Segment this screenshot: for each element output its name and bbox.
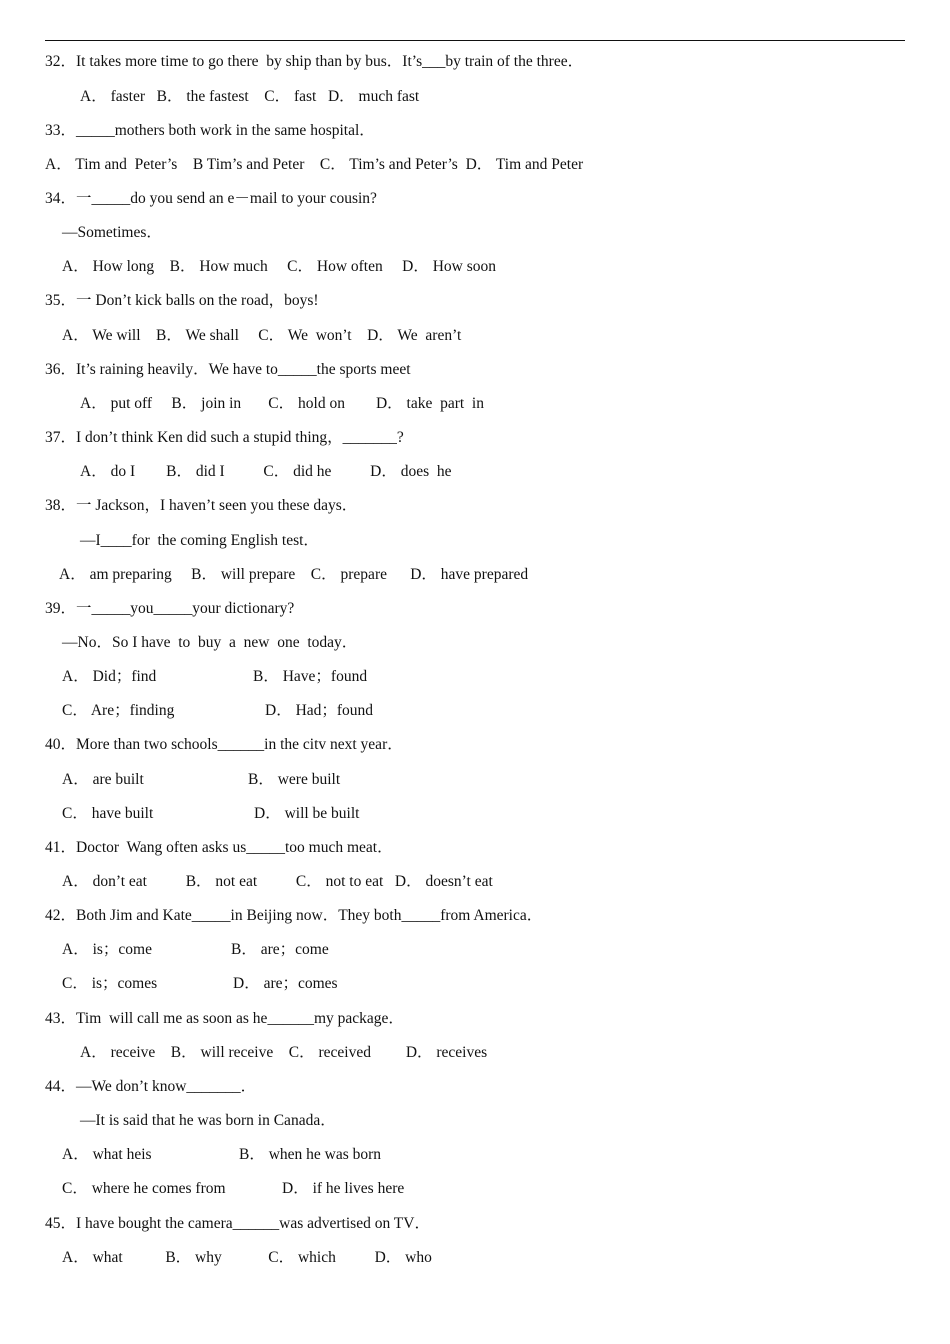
question-37-stem: 37．I don’t think Ken did such a stupid thing，_______? bbox=[45, 429, 404, 446]
question-36-stem: 36．It’s raining heavily．We have to_____the sports meet bbox=[45, 361, 411, 378]
question-36-options: A． put off B． join in C． hold on D． take part in bbox=[80, 395, 484, 412]
question-42-option-c: C． is；comes bbox=[62, 975, 158, 992]
question-34-stem: 34．一_____do you send an e－mail to your cousin? bbox=[45, 190, 377, 207]
question-40-option-d: D． will be built bbox=[254, 805, 360, 822]
question-39-option-b: B． Have；found bbox=[253, 668, 368, 685]
question-42-stem: 42．Both Jim and Kate_____in Beijing now．They both_____from America． bbox=[45, 907, 543, 924]
question-41-options: A． don’t eat B． not eat C． not to eat D． doesn’t eat bbox=[62, 873, 493, 890]
question-40-stem: 40．More than two schools______in the citv next year． bbox=[45, 736, 403, 753]
question-34-reply: —Sometimes． bbox=[62, 224, 162, 241]
question-32-stem: 32．It takes more time to go there by ship than by bus．It’s___by train of the three． bbox=[45, 53, 584, 70]
question-42-option-b: B． are；come bbox=[231, 941, 329, 958]
question-44-option-d: D． if he lives here bbox=[282, 1180, 405, 1197]
question-35-stem: 35．一 Don’t kick balls on the road，boys! bbox=[45, 292, 319, 309]
question-41-stem: 41．Doctor Wang often asks us_____too much meat． bbox=[45, 839, 393, 856]
header-rule bbox=[45, 40, 905, 41]
question-44-option-c: C． where he comes from bbox=[62, 1180, 226, 1197]
question-45-options: A． what B． why C． which D． who bbox=[62, 1249, 432, 1266]
question-42-option-a: A． is；come bbox=[62, 941, 152, 958]
question-40-option-a: A． are built bbox=[62, 771, 144, 788]
question-39-option-d: D． Had；found bbox=[265, 702, 374, 719]
question-33-options: A． Tim and Peter’s B Tim’s and Peter C． Tim’s and Peter’s D． Tim and Peter bbox=[45, 156, 584, 173]
question-38-stem: 38．一 Jackson，I haven’t seen you these days． bbox=[45, 497, 358, 514]
question-45-stem: 45．I have bought the camera______was advertised on TV． bbox=[45, 1215, 430, 1232]
question-44-reply: —It is said that he was born in Canada． bbox=[80, 1112, 336, 1129]
question-35-options: A． We will B． We shall C． We won’t D． We aren’t bbox=[62, 327, 462, 344]
question-38-reply: —I____for the coming English test． bbox=[80, 532, 319, 549]
question-40-option-c: C． have built bbox=[62, 805, 154, 822]
question-38-options: A． am preparing B． will prepare C． prepare D． have prepared bbox=[59, 566, 529, 583]
question-32-options: A． faster B． the fastest C． fast D． much fast bbox=[80, 88, 420, 105]
question-43-stem: 43．Tim will call me as soon as he______my package． bbox=[45, 1010, 404, 1027]
question-33-stem: 33．_____mothers both work in the same hospital． bbox=[45, 122, 375, 139]
question-43-options: A． receive B． will receive C． received D． receives bbox=[80, 1044, 488, 1061]
question-34-options: A． How long B． How much C． How often D． How soon bbox=[62, 258, 496, 275]
question-39-reply: —No．So I have to buy a new one today． bbox=[62, 634, 358, 651]
question-42-option-d: D． are；comes bbox=[233, 975, 338, 992]
question-44-option-a: A． what heis bbox=[62, 1146, 152, 1163]
question-37-options: A． do I B． did I C． did he D． does he bbox=[80, 463, 452, 480]
question-40-option-b: B． were built bbox=[248, 771, 341, 788]
question-39-stem: 39．一_____you_____your dictionary? bbox=[45, 600, 295, 617]
question-39-option-c: C． Are；finding bbox=[62, 702, 175, 719]
question-44-stem: 44．—We don’t know_______． bbox=[45, 1078, 257, 1095]
question-39-option-a: A． Did；find bbox=[62, 668, 157, 685]
question-44-option-b: B． when he was born bbox=[239, 1146, 382, 1163]
